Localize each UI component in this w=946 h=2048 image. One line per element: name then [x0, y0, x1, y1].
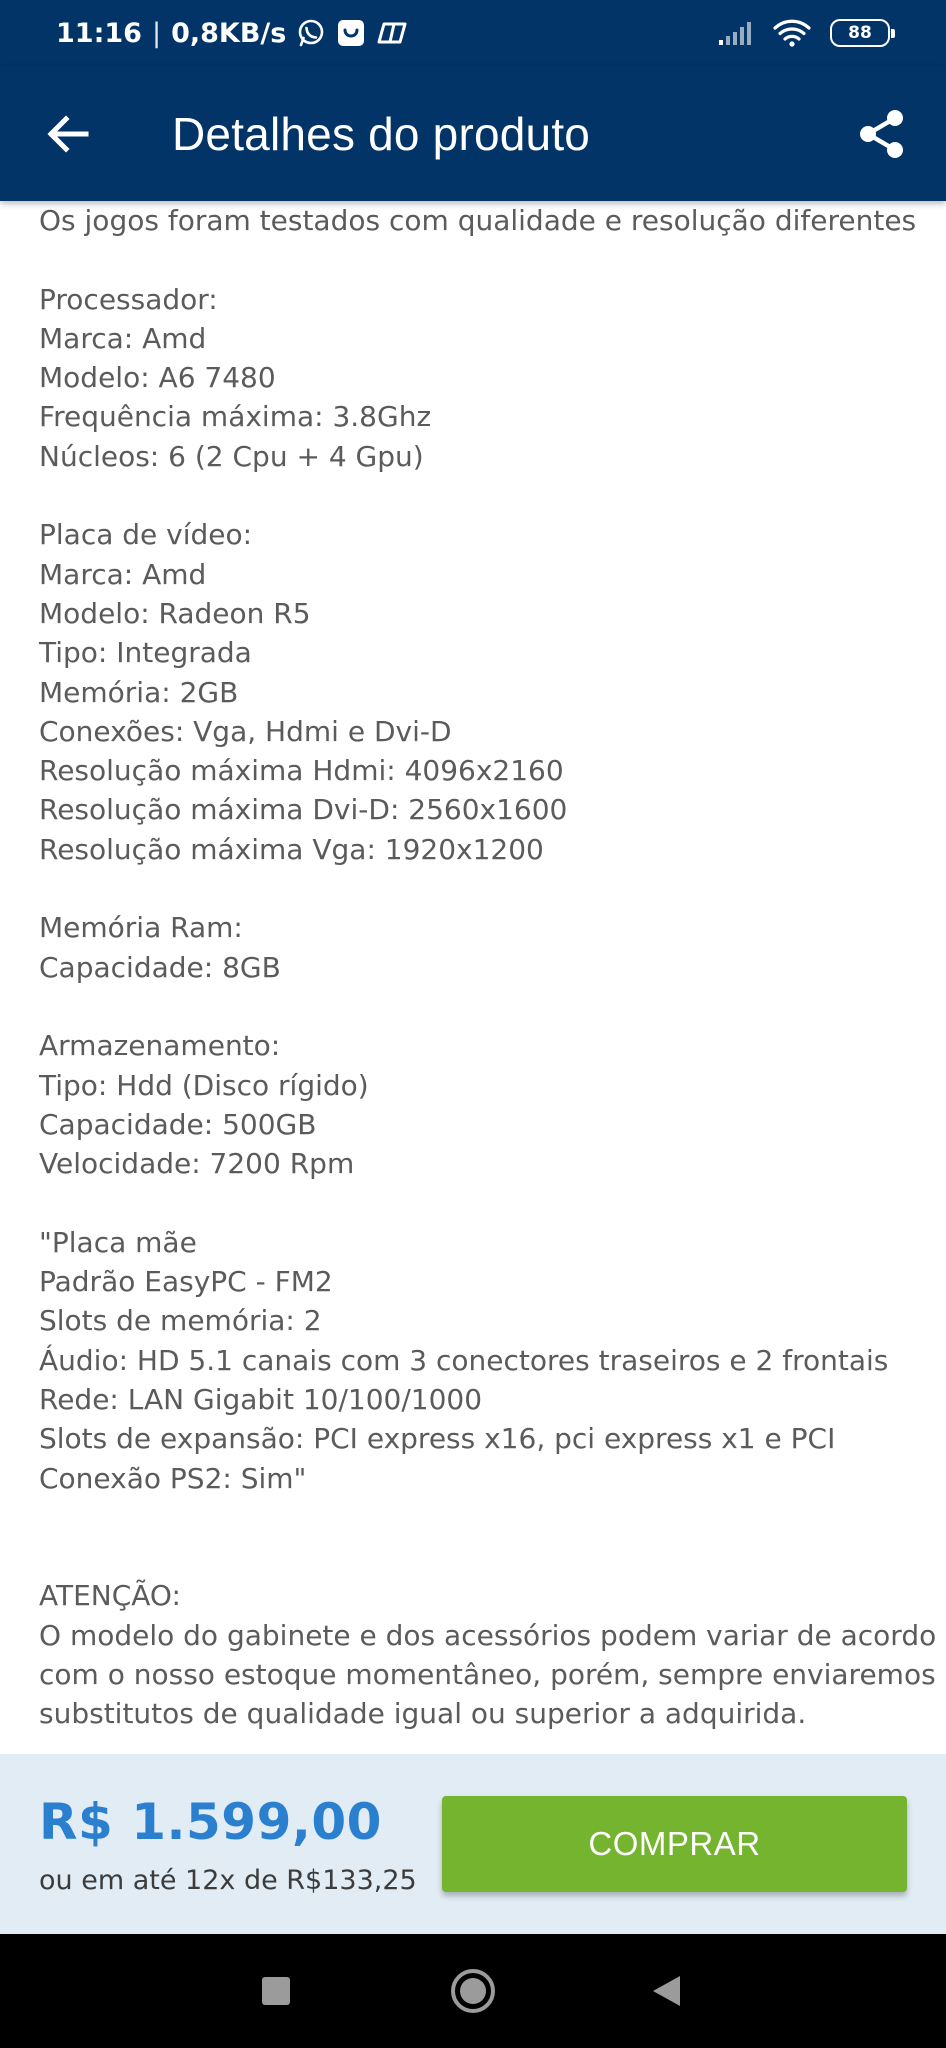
description-line: ATENÇÃO:: [39, 1579, 181, 1613]
description-line: Marca: Amd: [39, 557, 207, 591]
description-line: Tipo: Hdd (Disco rígido): [39, 1068, 369, 1102]
description-line: Placa de vídeo:: [39, 518, 253, 552]
shopping-bag-icon: [336, 18, 366, 48]
recent-apps-button[interactable]: [244, 1959, 308, 2023]
description-blank-line: [39, 1537, 919, 1576]
system-nav-bar: [0, 1934, 946, 2048]
description-line: Slots de memória: 2: [39, 1304, 322, 1338]
description-blank-line: [39, 1498, 919, 1537]
battery-icon: [830, 19, 890, 47]
description-line: Memória Ram:: [39, 911, 243, 945]
status-bar: [0, 0, 946, 66]
product-description-scroll[interactable]: [0, 201, 946, 1754]
arrow-left-icon: [46, 114, 90, 154]
buy-button[interactable]: COMPRAR: [442, 1796, 907, 1892]
battery-level: 88: [848, 23, 872, 43]
description-line: Marca: Amd: [39, 321, 207, 355]
price-box: [39, 1793, 417, 1896]
description-line: Modelo: Radeon R5: [39, 596, 311, 630]
description-line: Capacidade: 8GB: [39, 950, 281, 984]
whatsapp-icon: [296, 18, 326, 48]
nu-icon: [376, 20, 408, 46]
status-time: 11:16: [56, 17, 142, 49]
description-line: Padrão EasyPC - FM2: [39, 1265, 333, 1299]
description-line: Velocidade: 7200 Rpm: [39, 1147, 355, 1181]
description-line: Slots de expansão: PCI express x16, pci express x1 e PCI: [39, 1422, 836, 1456]
description-line: Os jogos foram testados com qualidade e resolução diferentes: [39, 204, 917, 237]
status-left: [56, 18, 408, 49]
status-right: [718, 18, 890, 48]
signal-icon: [718, 20, 754, 46]
home-icon: [450, 1968, 496, 2014]
description-line: Núcleos: 6 (2 Cpu + 4 Gpu): [39, 439, 424, 473]
recent-apps-icon: [262, 1977, 290, 2005]
description-line: Armazenamento:: [39, 1029, 281, 1063]
description-line: O modelo do gabinete e dos acessórios podem variar de acordo: [39, 1618, 937, 1652]
installments-text: ou em até 12x de R$133,25: [39, 1864, 417, 1896]
back-button[interactable]: [28, 94, 108, 174]
back-nav-button[interactable]: [634, 1959, 698, 2023]
description-line: Modelo: A6 7480: [39, 361, 276, 395]
description-blank-line: [39, 1183, 919, 1222]
description-line: Rede: LAN Gigabit 10/100/1000: [39, 1382, 483, 1416]
description-line: com o nosso estoque momentâneo, porém, sempre enviaremos: [39, 1657, 936, 1691]
description-blank-line: [39, 869, 919, 908]
home-button[interactable]: [441, 1959, 505, 2023]
description-line: Capacidade: 500GB: [39, 1107, 317, 1141]
share-button[interactable]: [842, 94, 922, 174]
description-line: Resolução máxima Vga: 1920x1200: [39, 832, 544, 866]
description-line: Conexão PS2: Sim": [39, 1461, 307, 1495]
app-bar: [0, 66, 946, 201]
description-blank-line: [39, 476, 919, 515]
description-line: Memória: 2GB: [39, 675, 239, 709]
description-line: Tipo: Integrada: [39, 636, 252, 670]
description-line: "Placa mãe: [39, 1225, 197, 1259]
description-line: Processador:: [39, 282, 218, 316]
purchase-bar: [0, 1754, 946, 1934]
description-line: Resolução máxima Hdmi: 4096x2160: [39, 754, 564, 788]
page-title: Detalhes do produto: [172, 107, 591, 160]
wifi-icon: [772, 18, 812, 48]
description-line: Resolução máxima Dvi-D: 2560x1600: [39, 793, 568, 827]
description-blank-line: [39, 240, 919, 279]
product-price: R$ 1.599,00: [39, 1792, 382, 1851]
description-line: substitutos de qualidade igual ou superior a adquirida.: [39, 1697, 807, 1731]
back-triangle-icon: [650, 1974, 682, 2008]
status-separator: |: [151, 17, 162, 49]
description-line: Frequência máxima: 3.8Ghz: [39, 400, 432, 434]
share-icon: [859, 109, 905, 159]
description-blank-line: [39, 987, 919, 1026]
status-network-speed: 0,8KB/s: [171, 17, 287, 49]
description-line: Áudio: HD 5.1 canais com 3 conectores traseiros e 2 frontais: [39, 1343, 889, 1377]
description-line: Conexões: Vga, Hdmi e Dvi-D: [39, 714, 452, 748]
product-description: [39, 201, 937, 1734]
